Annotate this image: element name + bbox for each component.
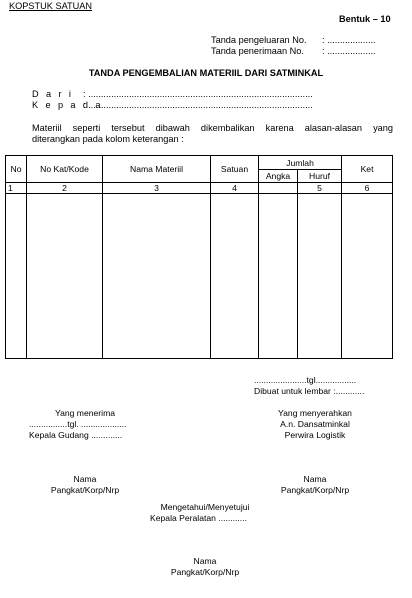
right-signature-title: Perwira Logistik — [284, 430, 346, 440]
column-number: 5 — [298, 183, 342, 194]
left-signature-name: Nama — [73, 474, 97, 484]
header-angka: Angka — [259, 170, 298, 183]
right-signature-rank: Pangkat/Korp/Nrp — [280, 485, 350, 495]
left-signature-role: Yang menerima — [54, 408, 116, 418]
header-ket: Ket — [342, 156, 393, 183]
document-title: TANDA PENGEMBALIAN MATERIIL DARI SATMINKAL — [88, 68, 324, 78]
right-signature-name: Nama — [303, 474, 327, 484]
column-number — [259, 183, 298, 194]
form-number: Bentuk – 10 — [339, 14, 391, 24]
table-body-cell — [259, 194, 298, 359]
center-signature-title: Kepala Peralatan ............ — [150, 513, 247, 523]
table-body-cell — [211, 194, 259, 359]
copies-line: Dibuat untuk lembar :............ — [254, 386, 365, 396]
paragraph-line-2: diterangkan pada kolom keterangan : — [32, 134, 184, 144]
dari-label: D a r i — [32, 89, 74, 99]
kepada-label: K e p a d a — [32, 100, 103, 110]
paragraph-line-1: Materiil seperti tersebut dibawah dikembalikan karena alasan-alasan yang — [32, 123, 393, 133]
table-body-cell — [342, 194, 393, 359]
place-date-line: ......................tgl................. — [254, 375, 357, 385]
table-body-cell — [6, 194, 27, 359]
kepada-value: : ........................................................................................ — [83, 100, 313, 110]
column-number: 1 — [6, 183, 27, 194]
header-no: No — [6, 156, 27, 183]
header-kat-kode: No Kat/Kode — [27, 156, 103, 183]
table-body-cell — [103, 194, 211, 359]
column-number: 4 — [211, 183, 259, 194]
table-body-cell — [27, 194, 103, 359]
right-signature-role: Yang menyerahkan — [278, 408, 352, 418]
pengeluaran-value: : ................... — [322, 35, 376, 45]
table-body-cell — [298, 194, 342, 359]
right-signature-line2: A.n. Dansatminkal — [280, 419, 350, 429]
left-signature-date: ................tgl. ................... — [29, 419, 127, 429]
column-number: 3 — [103, 183, 211, 194]
penerimaan-label: Tanda penerimaan No. — [211, 46, 304, 56]
header-huruf: Huruf — [298, 170, 342, 183]
center-signature-rank: Pangkat/Korp/Nrp — [170, 567, 240, 577]
header-satuan: Satuan — [211, 156, 259, 183]
center-signature-role: Mengetahui/Menyetujui — [160, 502, 250, 512]
penerimaan-value: : ................... — [322, 46, 376, 56]
column-number: 6 — [342, 183, 393, 194]
header-nama-materiil: Nama Materiil — [103, 156, 211, 183]
dari-value: : ........................................................................................ — [83, 89, 313, 99]
kopstuk-satuan: KOPSTUK SATUAN — [9, 1, 93, 11]
pengeluaran-label: Tanda pengeluaran No. — [211, 35, 307, 45]
center-signature-name: Nama — [193, 556, 217, 566]
column-number: 2 — [27, 183, 103, 194]
header-jumlah: Jumlah — [259, 156, 342, 170]
left-signature-title: Kepala Gudang ............. — [29, 430, 123, 440]
materiil-table — [5, 155, 393, 359]
left-signature-rank: Pangkat/Korp/Nrp — [50, 485, 120, 495]
